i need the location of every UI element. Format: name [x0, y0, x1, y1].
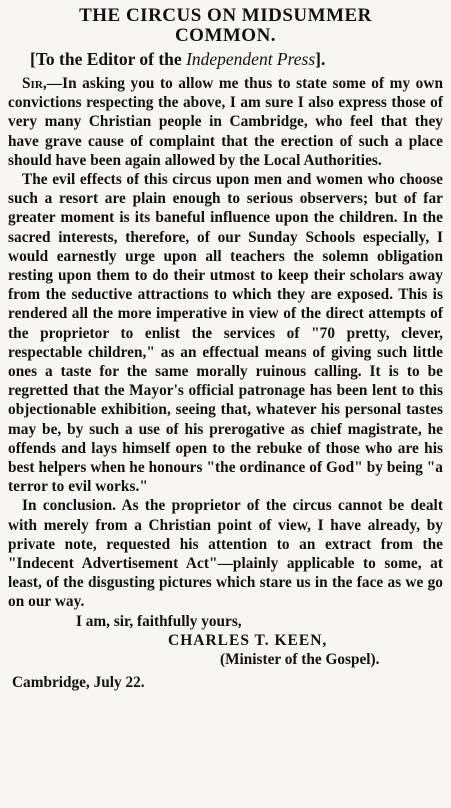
addressee-line: [8, 49, 443, 70]
paragraph-1-text: —In asking you to allow me thus to state some of my own convictions respecting the above, I am sure I also express those of very many Christian people in Cambridge, who feel that they have grave cause of complaint that the erection of such a place should have been again allowed by the Local Authorities.: [8, 75, 443, 169]
headline-line-1: THE CIRCUS ON MIDSUMMER: [79, 5, 372, 26]
headline-line-2: COMMON.: [174, 25, 277, 46]
publication-name: Independent Press: [186, 49, 316, 69]
paragraph-2: The evil effects of this circus upon men and women who choose such a resort are plain enough to serious observers; but of far greater moment is its baneful influence upon the children. In the sacred interests, therefore, of our Sunday Schools especially, I would earnestly urge upon all teachers the solemn obligation resting upon them to do their utmost to keep their scholars away from the seductive attractions to which they are exposed. This is rendered all the more imperative in view of the direct attempts of the proprietor to enlist the services of "70 pretty, clever, respectable children," as an effectual means of giving such little ones a taste for the same morally ruinous calling. It is to be regretted that the Mayor's official patronage has been lent to this objectionable exhibition, seeing that, whatever his personal tastes may be, by such a use of his prerogative as chief magistrate, he offends and lays himself open to the rebuke of those who are his best helpers when he honours "the ordinance of God" by being "a terror to evil works.": [8, 171, 443, 496]
place-and-date: Cambridge, July 22.: [12, 674, 145, 692]
signer-title: (Minister of the Gospel).: [220, 651, 380, 669]
addressee-suffix: ].: [315, 49, 326, 69]
signature: CHARLES T. KEEN,: [168, 631, 328, 649]
paragraph-1: [8, 74, 443, 170]
closing-line: I am, sir, faithfully yours,: [76, 612, 242, 630]
salutation: Sir,: [22, 75, 47, 92]
addressee-prefix: [To the Editor of the: [30, 49, 187, 69]
paragraph-3: In conclusion. As the proprietor of the circus cannot be dealt with merely from a Christian point of view, I have already, by private note, requested his attention to an extract from the "Indecent Advertisement Act"—plainly applicable to some, at least, of the disgusting pictures which stare us in the face as we go on our way.: [8, 497, 443, 611]
